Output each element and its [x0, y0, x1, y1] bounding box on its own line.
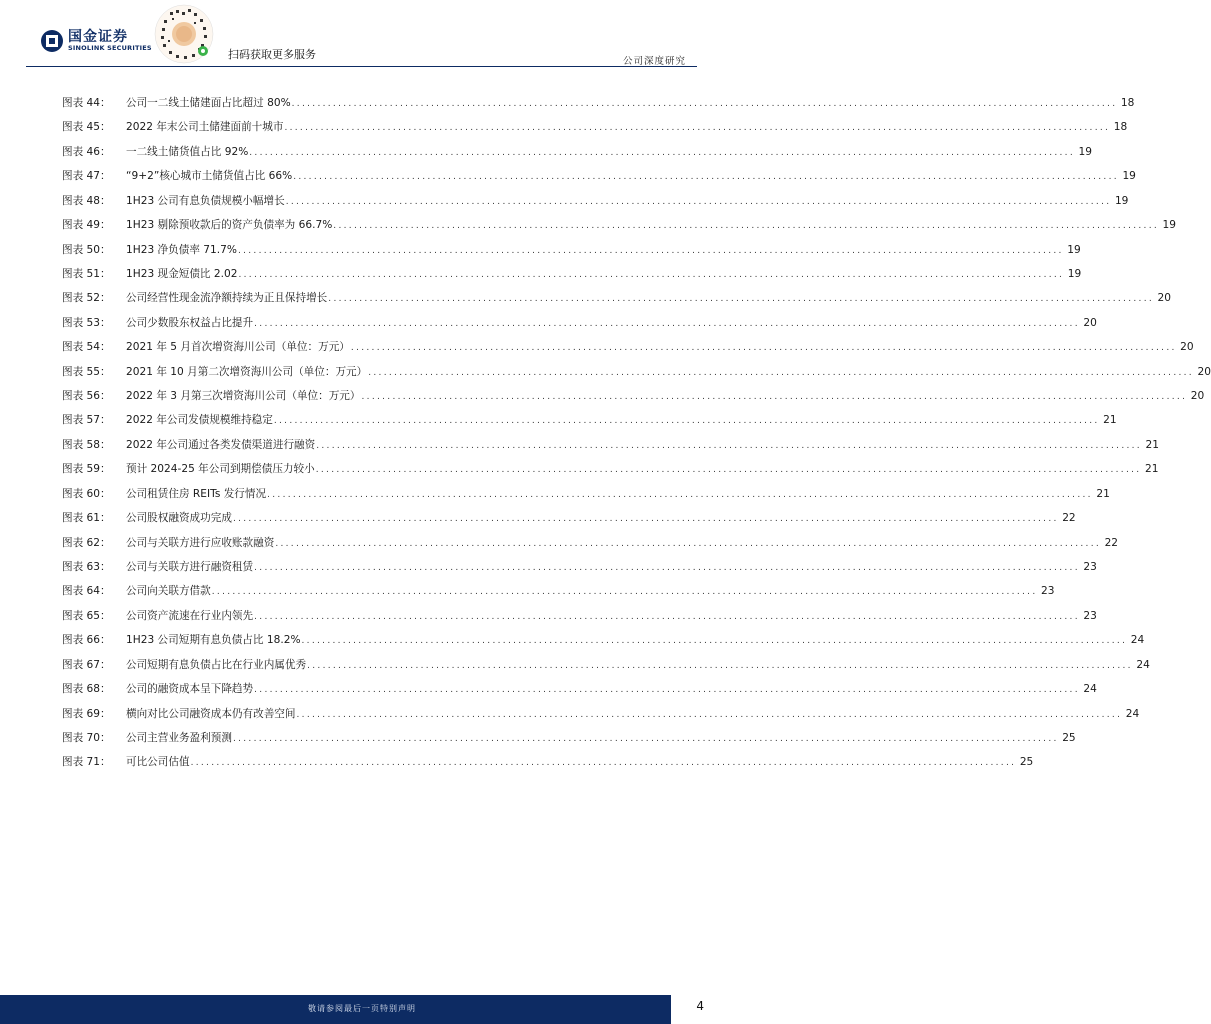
figure-number: 图表 65：	[62, 609, 111, 622]
figure-page-number[interactable]: 25	[1062, 731, 1076, 744]
figure-page-number[interactable]: 19	[1114, 194, 1129, 207]
figure-page-number[interactable]: 20	[1190, 390, 1205, 403]
figure-page-number[interactable]: 24	[1130, 634, 1145, 647]
leader-dots: ................................................................................................................................................................	[315, 465, 1142, 476]
toc-entry[interactable]	[62, 677, 1097, 701]
toc-entry[interactable]	[62, 311, 1097, 335]
figure-page-number[interactable]: 25	[1019, 756, 1034, 769]
leader-dots: ................................................................................................................................................................	[275, 538, 1102, 549]
figure-page-number[interactable]: 22	[1104, 536, 1119, 549]
toc-entry[interactable]	[62, 726, 1076, 750]
figure-page-number[interactable]: 19	[1078, 145, 1092, 158]
sinolink-logo-icon	[40, 29, 64, 53]
figure-title[interactable]: 2021 年 5 月首次增资海川公司（单位：万元）	[126, 341, 350, 354]
leader-dots: ................................................................................................................................................................	[232, 514, 1059, 525]
toc-entry[interactable]	[62, 238, 1081, 262]
toc-entry[interactable]	[62, 213, 1177, 237]
leader-dots: ................................................................................................................................................................	[316, 440, 1142, 451]
figure-title[interactable]: 2021 年 10 月第二次增资海川公司（单位：万元）	[126, 365, 368, 378]
figure-title[interactable]: 公司与关联方进行应收账款融资	[126, 536, 275, 549]
figure-page-number[interactable]: 20	[1083, 316, 1097, 329]
leader-dots: ................................................................................................................................................................	[291, 99, 1118, 109]
leader-dots: ................................................................................................................................................................	[254, 318, 1080, 329]
figure-number: 图表 50：	[62, 243, 111, 256]
figure-number: 图表 55：	[62, 365, 111, 378]
figure-number: 图表 68：	[62, 683, 111, 696]
leader-dots: ................................................................................................................................................................	[301, 636, 1128, 647]
figure-title[interactable]: 公司经营性现金流净额持续为正且保持增长	[126, 292, 328, 305]
toc-entry[interactable]	[62, 262, 1082, 286]
figure-page-number[interactable]: 24	[1083, 683, 1097, 696]
leader-dots: ................................................................................................................................................................	[284, 123, 1111, 134]
report-type-label: 公司深度研究	[622, 56, 686, 67]
toc-entry[interactable]	[62, 164, 1136, 188]
figure-title[interactable]: 公司股权融资成功完成	[126, 512, 232, 525]
figure-page-number[interactable]: 23	[1083, 561, 1097, 574]
toc-entry[interactable]	[62, 506, 1076, 530]
figure-number: 图表 47：	[62, 170, 111, 183]
toc-entry[interactable]	[62, 335, 1194, 359]
leader-dots: ................................................................................................................................................................	[328, 294, 1155, 305]
figure-page-number[interactable]: 21	[1144, 463, 1159, 476]
leader-dots: ................................................................................................................................................................	[232, 733, 1059, 744]
figure-number: 图表 70：	[62, 731, 111, 744]
toc-entry[interactable]	[62, 482, 1110, 506]
figure-number: 图表 57：	[62, 414, 111, 427]
toc-entry[interactable]	[62, 286, 1172, 310]
figure-number: 图表 44：	[62, 97, 111, 109]
company-logo-english: SINOLINK SECURITIES	[68, 44, 152, 52]
toc-entry[interactable]	[62, 628, 1145, 652]
leader-dots: ................................................................................................................................................................	[273, 416, 1100, 427]
figure-page-number[interactable]: 21	[1096, 487, 1110, 500]
figure-number: 图表 53：	[62, 316, 111, 329]
toc-entry[interactable]	[62, 579, 1055, 603]
figure-page-number[interactable]: 20	[1197, 365, 1211, 378]
leader-dots: ................................................................................................................................................................	[237, 245, 1064, 256]
toc-entry[interactable]	[62, 653, 1150, 677]
figure-title[interactable]: “9+2”核心城市土储货值占比 66%	[126, 170, 293, 183]
company-logo-name: 国金证券	[68, 29, 128, 45]
figure-title[interactable]: 横向对比公司融资成本仍有改善空间	[126, 707, 296, 720]
toc-entry[interactable]	[62, 115, 1128, 139]
disclaimer-notice: 敬请参阅最后一页特别声明	[308, 1004, 416, 1013]
figure-title[interactable]: 一二线土储货值占比 92%	[126, 145, 249, 158]
figure-title[interactable]: 2022 年末公司土储建面前十城市	[126, 121, 284, 134]
leader-dots: ................................................................................................................................................................	[368, 367, 1194, 378]
figure-number: 图表 67：	[62, 658, 111, 671]
figure-number: 图表 54：	[62, 341, 111, 354]
page-number: 4	[696, 999, 704, 1013]
figure-title[interactable]: 公司的融资成本呈下降趋势	[126, 683, 254, 696]
figure-number: 图表 63：	[62, 561, 111, 574]
figure-page-number[interactable]: 19	[1067, 243, 1081, 256]
figure-page-number[interactable]: 22	[1062, 512, 1076, 525]
figure-number: 图表 45：	[62, 121, 111, 134]
figure-title[interactable]: 公司主营业务盈利预测	[126, 731, 232, 744]
figure-title[interactable]: 公司租赁住房 REITs 发行情况	[126, 487, 267, 500]
qr-code-icon[interactable]	[154, 4, 214, 64]
toc-entry[interactable]	[62, 384, 1205, 408]
leader-dots: ................................................................................................................................................................	[190, 758, 1017, 769]
figure-title[interactable]: 可比公司估值	[126, 756, 190, 769]
scan-for-services-text: 扫码获取更多服务	[228, 48, 316, 61]
toc-entry[interactable]	[62, 91, 1135, 115]
figure-page-number[interactable]: 18	[1120, 97, 1135, 109]
leader-dots: ................................................................................................................................................................	[254, 685, 1080, 696]
figure-page-number[interactable]: 19	[1067, 267, 1082, 280]
figure-title[interactable]: 公司向关联方借款	[126, 585, 211, 598]
figure-number: 图表 49：	[62, 219, 111, 232]
toc-entry[interactable]	[62, 750, 1034, 774]
figure-number: 图表 51：	[62, 267, 111, 280]
figure-number: 图表 58：	[62, 438, 111, 451]
figure-page-number[interactable]: 24	[1136, 658, 1150, 671]
figure-page-number[interactable]: 23	[1041, 585, 1055, 598]
figure-number: 图表 59：	[62, 463, 111, 476]
figure-number: 图表 46：	[62, 145, 111, 158]
figure-title[interactable]: 1H23 剔除预收款后的资产负债率为 66.7%	[126, 219, 333, 232]
figure-title[interactable]: 2022 年 3 月第三次增资海川公司（单位：万元）	[126, 390, 361, 403]
figure-page-number[interactable]: 21	[1145, 438, 1159, 451]
figure-index-list	[62, 91, 1211, 775]
figure-number: 图表 64：	[62, 585, 111, 598]
figure-title[interactable]: 公司与关联方进行融资租赁	[126, 561, 254, 574]
leader-dots: ................................................................................................................................................................	[254, 563, 1080, 574]
figure-number: 图表 69：	[62, 707, 111, 720]
figure-title[interactable]: 2022 年公司通过各类发债渠道进行融资	[126, 438, 316, 451]
figure-page-number[interactable]: 18	[1113, 121, 1128, 134]
leader-dots: ................................................................................................................................................................	[307, 660, 1133, 671]
leader-dots: ................................................................................................................................................................	[267, 489, 1093, 500]
figure-page-number[interactable]: 23	[1083, 609, 1097, 622]
figure-page-number[interactable]: 20	[1180, 341, 1194, 354]
figure-title[interactable]: 公司资产流速在行业内领先	[126, 609, 254, 622]
leader-dots: ................................................................................................................................................................	[254, 611, 1080, 622]
toc-entry[interactable]	[62, 408, 1117, 432]
figure-title[interactable]: 预计 2024-25 年公司到期偿债压力较小	[126, 463, 315, 476]
header-divider	[26, 66, 697, 67]
figure-number: 图表 48：	[62, 194, 111, 207]
figure-number: 图表 66：	[62, 634, 111, 647]
toc-entry[interactable]	[62, 189, 1129, 213]
toc-entry[interactable]	[62, 433, 1159, 457]
toc-entry[interactable]	[62, 555, 1097, 579]
leader-dots: ................................................................................................................................................................	[249, 147, 1075, 158]
figure-page-number[interactable]: 24	[1125, 707, 1140, 720]
leader-dots: ................................................................................................................................................................	[361, 392, 1188, 403]
figure-number: 图表 62：	[62, 536, 111, 549]
toc-entry[interactable]	[62, 457, 1159, 481]
figure-title[interactable]: 公司少数股东权益占比提升	[126, 316, 254, 329]
toc-entry[interactable]	[62, 140, 1092, 164]
toc-entry[interactable]	[62, 604, 1097, 628]
figure-title[interactable]: 2022 年公司发债规模维持稳定	[126, 414, 273, 427]
leader-dots: ................................................................................................................................................................	[285, 196, 1112, 207]
leader-dots: ................................................................................................................................................................	[293, 172, 1119, 183]
figure-number: 图表 71：	[62, 756, 111, 769]
figure-title[interactable]: 公司短期有息负债占比在行业内属优秀	[126, 658, 307, 671]
leader-dots: ................................................................................................................................................................	[350, 343, 1177, 354]
figure-page-number[interactable]: 19	[1162, 219, 1177, 232]
figure-number: 图表 60：	[62, 487, 111, 500]
figure-number: 图表 56：	[62, 390, 111, 403]
leader-dots: ................................................................................................................................................................	[238, 269, 1065, 280]
page-header	[0, 0, 724, 70]
figure-number: 图表 61：	[62, 512, 111, 525]
figure-title[interactable]: 1H23 公司短期有息负债占比 18.2%	[126, 634, 301, 647]
figure-page-number[interactable]: 20	[1157, 292, 1172, 305]
page-footer	[0, 995, 724, 1024]
toc-entry[interactable]	[62, 531, 1119, 555]
figure-title[interactable]: 1H23 公司有息负债规模小幅增长	[126, 194, 285, 207]
toc-entry[interactable]	[62, 702, 1140, 726]
figure-page-number[interactable]: 19	[1122, 170, 1136, 183]
toc-entry[interactable]	[62, 360, 1211, 384]
leader-dots: ................................................................................................................................................................	[296, 709, 1123, 720]
leader-dots: ................................................................................................................................................................	[211, 587, 1038, 598]
figure-title[interactable]: 1H23 净负债率 71.7%	[126, 243, 237, 256]
figure-page-number[interactable]: 21	[1103, 414, 1117, 427]
leader-dots: ................................................................................................................................................................	[333, 221, 1160, 232]
figure-title[interactable]: 1H23 现金短债比 2.02	[126, 267, 238, 280]
figure-number: 图表 52：	[62, 292, 111, 305]
figure-title[interactable]: 公司一二线土储建面占比超过 80%	[126, 97, 291, 109]
